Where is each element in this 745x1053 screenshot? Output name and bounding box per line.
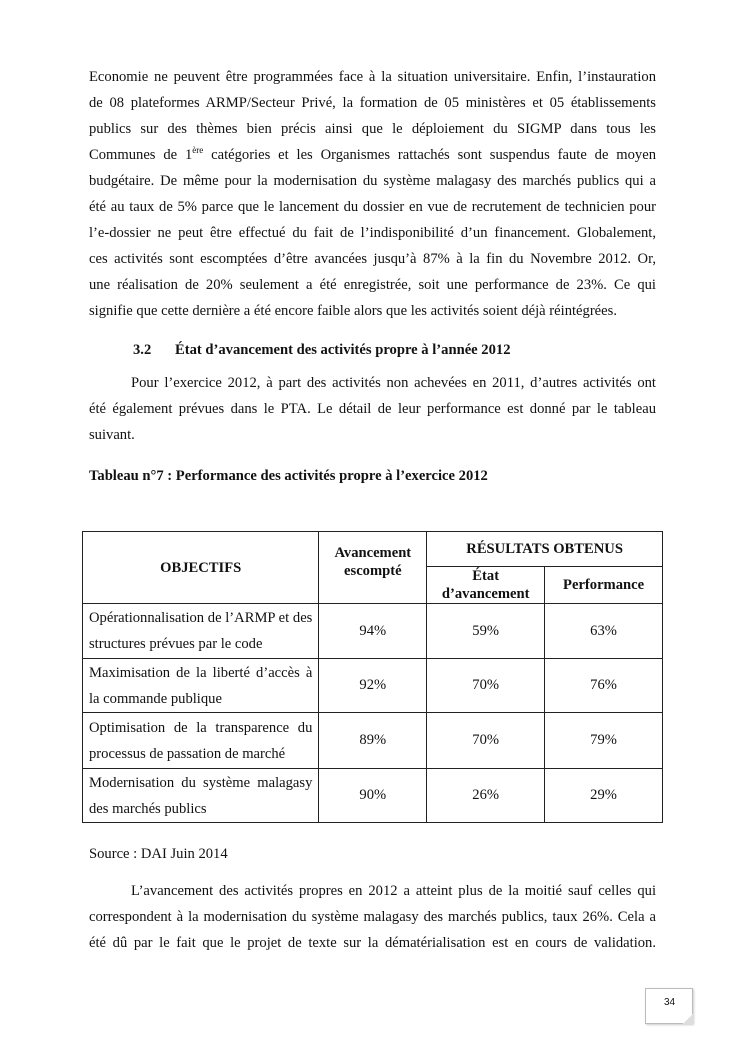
- cell-avancement: 94%: [319, 604, 427, 659]
- header-objectifs: OBJECTIFS: [83, 532, 319, 604]
- text-line: budgétaire. De même pour la modernisation du système malagasy des marchés publics qui a: [89, 173, 656, 189]
- text-line: Economie ne peuvent être programmées face à la situation universitaire. Enfin, l’instauration: [89, 69, 656, 85]
- cell-avancement: 92%: [319, 659, 427, 713]
- cell-etat: 70%: [427, 713, 545, 769]
- text-line: Pour l’exercice 2012, à part des activités non achevées en 2011, d’autres activités ont: [131, 375, 656, 391]
- text-line: ces activités sont escomptées d’être avancées jusqu’à 87% à la fin du Novembre 2012. Or,: [89, 251, 656, 267]
- cell-etat: 59%: [427, 604, 545, 659]
- cell-etat: 26%: [427, 769, 545, 823]
- header-avancement-escompte: [319, 532, 427, 604]
- text-line: été dû par le fait que le projet de texte sur la dématérialisation est en cours de validation.: [89, 935, 656, 951]
- text-line: de 08 plateformes ARMP/Secteur Privé, la formation de 05 ministères et 05 établissements: [89, 95, 656, 111]
- table-row: [83, 713, 663, 769]
- table-row: [83, 769, 663, 823]
- header-performance: Performance: [545, 567, 663, 604]
- intro-paragraph: [89, 370, 656, 448]
- cell-avancement: 90%: [319, 769, 427, 823]
- text-fragment: catégories et les Organismes rattachés sont suspendus faute de moyen: [203, 147, 656, 163]
- cell-objectif: Opérationnalisation de l’ARMP et des structures prévues par le code: [83, 604, 319, 659]
- header-line: escompté: [344, 562, 402, 579]
- cell-etat: 70%: [427, 659, 545, 713]
- bottom-paragraph: [89, 878, 656, 956]
- table-caption: Tableau n°7 : Performance des activités propre à l’exercice 2012: [89, 468, 488, 484]
- table-row: [83, 659, 663, 713]
- section-number: 3.2: [133, 342, 152, 358]
- text-line: correspondent à la modernisation du système malagasy des marchés publics, taux 26%. Cela a: [89, 909, 656, 925]
- text-line: [89, 142, 656, 168]
- table-header-row: [83, 532, 663, 567]
- table-source: Source : DAI Juin 2014: [89, 846, 228, 862]
- cell-performance: 76%: [545, 659, 663, 713]
- text-line: été également prévues dans le PTA. Le détail de leur performance est donné par le tableau: [89, 401, 656, 417]
- section-heading: [133, 342, 511, 359]
- text-line: signifie que cette dernière a été encore faible alors que les activités soient déjà réintégrées.: [89, 303, 617, 319]
- page-number: 34: [664, 997, 676, 1008]
- cell-performance: 63%: [545, 604, 663, 659]
- header-line: Avancement: [334, 544, 412, 561]
- text-line: été au taux de 5% parce que le lancement du dossier en vue de recrutement de technicien pour: [89, 199, 656, 215]
- cell-performance: 79%: [545, 713, 663, 769]
- text-fragment: Communes de 1: [89, 147, 193, 163]
- text-line: l’e-dossier ne peut être effectué du fait de l’indisponibilité d’un financement. Globalement,: [89, 225, 656, 241]
- table-row: [83, 604, 663, 659]
- cell-objectif: Optimisation de la transparence du processus de passation de marché: [83, 713, 319, 769]
- cell-avancement: 89%: [319, 713, 427, 769]
- page-number-box: [645, 988, 693, 1024]
- text-line: publics sur des thèmes bien précis ainsi que le déploiement du SIGMP dans tous les: [89, 121, 656, 137]
- text-line: L’avancement des activités propres en 2012 a atteint plus de la moitié sauf celles qui: [131, 883, 656, 899]
- header-etat-avancement: [427, 567, 545, 604]
- cell-objectif: Maximisation de la liberté d’accès à la commande publique: [83, 659, 319, 713]
- cell-objectif: Modernisation du système malagasy des marchés publics: [83, 769, 319, 823]
- performance-table: [82, 531, 663, 823]
- top-paragraph: [89, 64, 656, 324]
- header-resultats: RÉSULTATS OBTENUS: [427, 532, 663, 567]
- cell-performance: 29%: [545, 769, 663, 823]
- page-curl: [683, 1014, 693, 1024]
- section-title: État d’avancement des activités propre à l’année 2012: [175, 342, 511, 358]
- text-line: suivant.: [89, 427, 135, 443]
- superscript: ère: [192, 145, 204, 155]
- text-line: une réalisation de 20% seulement a été enregistrée, soit une performance de 23%. Ce qui: [89, 277, 656, 293]
- header-line: État: [472, 568, 500, 584]
- header-line: d’avancement: [441, 586, 530, 602]
